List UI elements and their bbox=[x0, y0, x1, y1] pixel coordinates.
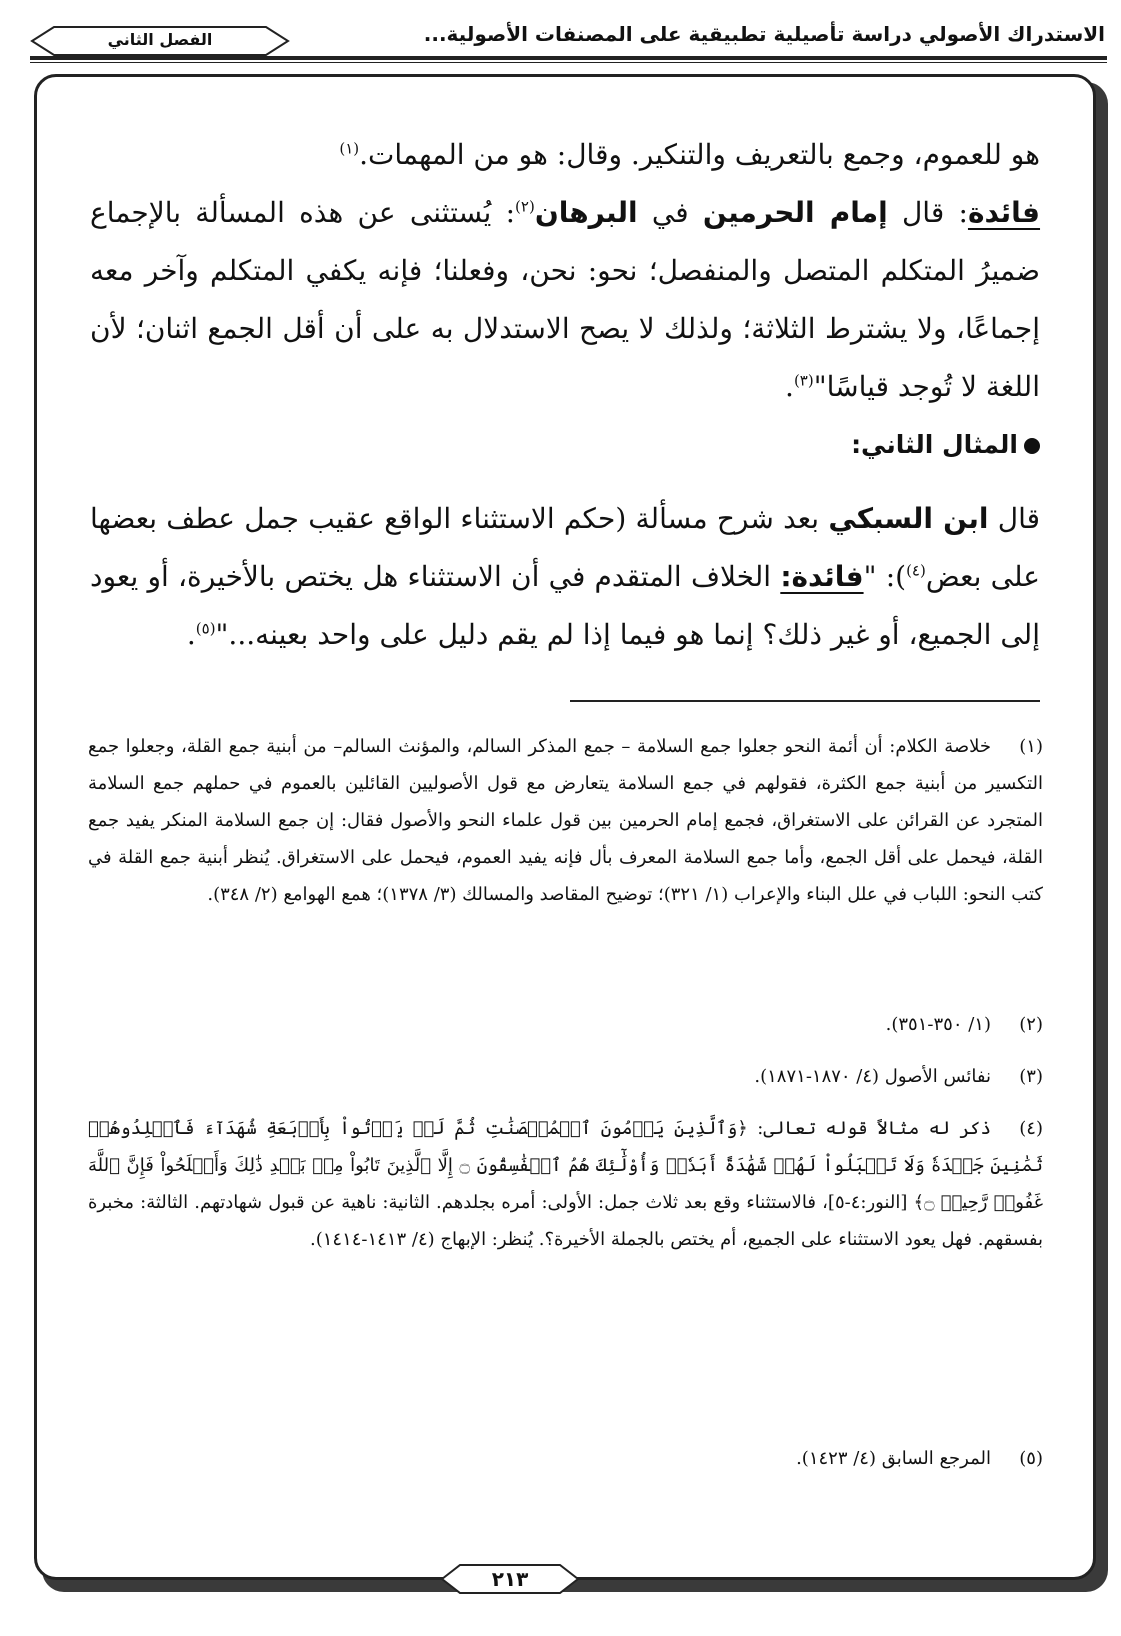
benefit-label: فائدة bbox=[967, 196, 1041, 229]
paragraph-3-part-c: ): " bbox=[863, 560, 907, 593]
footnote-ref-4: (٤) bbox=[906, 561, 926, 580]
footnote-ref-5: (٥) bbox=[195, 619, 216, 638]
paragraph-1 bbox=[90, 126, 1040, 184]
paragraph-3-part-b: بعد شرح مسألة (حكم الاستثناء الواقع عقيب جمل عطف بعضها على بعض bbox=[90, 502, 1041, 593]
footnote-3 bbox=[88, 1058, 1043, 1095]
footnote-3-number: (٣) bbox=[1019, 1066, 1043, 1087]
footnote-ref-2: (٢) bbox=[515, 197, 535, 216]
bullet-icon bbox=[1024, 438, 1040, 454]
paragraph-3 bbox=[90, 490, 1040, 664]
footnote-4-number: (٤) bbox=[1019, 1118, 1043, 1139]
footnote-2-text: (١/ ٣٥٠-٣٥١). bbox=[885, 1014, 991, 1035]
paragraph-3-end: . bbox=[186, 618, 196, 651]
footnote-2-number: (٢) bbox=[1019, 1014, 1043, 1035]
book-title: الاستدراك الأصولي دراسة تأصيلية تطبيقية على المصنفات الأصولية... bbox=[423, 22, 1105, 46]
paragraph-2-end: . bbox=[785, 370, 794, 403]
footnote-1 bbox=[88, 728, 1043, 913]
footnote-1-number: (١) bbox=[1019, 736, 1043, 757]
footnote-5-text: المرجع السابق (٤/ ١٤٢٣). bbox=[796, 1448, 991, 1469]
footnote-3-text: نفائس الأصول (٤/ ١٨٧٠-١٨٧١). bbox=[754, 1066, 991, 1087]
footnote-5-number: (٥) bbox=[1019, 1448, 1043, 1469]
paragraph-2-part-b: في bbox=[637, 196, 703, 229]
example-title-text: المثال الثاني: bbox=[851, 430, 1018, 459]
paragraph-1-text: هو للعموم، وجمع بالتعريف والتنكير. وقال: هو من المهمات. bbox=[359, 138, 1040, 171]
al-burhan: البرهان bbox=[534, 196, 638, 229]
imam-al-haramayn: إمام الحرمين bbox=[702, 196, 888, 229]
page-number-tab bbox=[440, 1562, 580, 1598]
footnote-5 bbox=[88, 1440, 1043, 1477]
header-rule-thin bbox=[30, 62, 1107, 63]
footnote-2 bbox=[88, 1006, 1043, 1043]
footnote-ref-1: (١) bbox=[339, 139, 360, 158]
paragraph-3-part-d: الخلاف المتقدم في أن الاستثناء هل يختص بالأخيرة، أو يعود إلى الجميع، أو غير ذلك؟ إنما هو فيما إذا لم يقم دليل على واحد بعينه..." bbox=[90, 560, 1040, 651]
example-title bbox=[90, 430, 1040, 459]
footnote-4-text: ذكر له مثالاً قوله تعالى: ﴿وَٱلَّذِينَ يَرۡمُونَ ٱلۡمُحۡصَنَٰتِ ثُمَّ لَمۡ يَأۡتُواْ بِأَرۡبَعَةِ شُهَدَآءَ فَٱجۡلِدُوهُمۡ ثَمَٰنِينَ جَلۡدَةٗ وَلَا تَقۡبَلُواْ لَهُمۡ شَهَٰدَةً أَبَدٗاۚ وَأُوْلَٰٓئِكَ هُمُ ٱلۡفَٰسِقُونَ ۝ إِلَّا ٱلَّذِينَ تَابُواْ مِنۢ بَعۡدِ ذَٰلِكَ وَأَصۡلَحُواْ فَإِنَّ ٱللَّهَ غَفُورٞ رَّحِيمٞ ۝﴾ [النور:٤-٥]، فالاستثناء وقع بعد ثلاث جمل: الأولى: أمره بجلدهم. الثانية: ناهية عن قبول شهادتهم. الثالثة: مخبرة بفسقهم. فهل يعود الاستثناء على الجميع، أم يختص بالجملة الأخيرة؟. يُنظر: الإبهاج (٤/ ١٤١٣-١٤١٤). bbox=[88, 1118, 1044, 1250]
paragraph-2 bbox=[90, 184, 1040, 416]
page-number: ٢١٣ bbox=[491, 1567, 529, 1591]
paragraph-2-part-a: : قال bbox=[887, 196, 968, 229]
footnote-1-text: خلاصة الكلام: أن أئمة النحو جعلوا جمع السلامة – جمع المذكر السالم، والمؤنث السالم– من أبنية جمع القلة، وجعلوا جمع التكسير من أبنية جمع الكثرة، فقولهم في جمع السلامة يتعارض مع قول الأصوليين القائلين بالعموم في حملهم جمع السلامة المتجرد عن القرائن على الاستغراق، فجمع إمام الحرمين بين قول علماء النحو والأصول فقال: إن جمع السلامة المنكر يفيد جمع القلة، فيحمل على أقل الجمع، وأما جمع السلامة المعرف بأل فإنه يفيد العموم، فيحمل على الاستغراق. يُنظر أبنية جمع القلة في كتب النحو: اللباب في علل البناء والإعراب (١/ ٣٢١)؛ توضيح المقاصد والمسالك (٣/ ١٣٧٨)؛ همع الهوامع (٢/ ٣٤٨). bbox=[88, 736, 1043, 905]
footnote-separator bbox=[570, 700, 1040, 702]
chapter-tab bbox=[30, 24, 290, 58]
paragraph-3-part-a: قال bbox=[988, 502, 1040, 535]
header-rule bbox=[30, 56, 1107, 60]
footnote-ref-3: (٣) bbox=[793, 371, 814, 390]
paragraph-2-part-c: : يُستثنى عن هذه المسألة بالإجماع ضميرُ المتكلم المتصل والمنفصل؛ نحو: نحن، وفعلنا؛ فإنه يكفي المتكلم وآخر معه إجماعًا، ولا يشترط الثلاثة؛ ولذلك لا يصح الاستدلال به على أن أقل الجمع اثنان؛ لأن اللغة لا تُوجد قياسًا" bbox=[90, 196, 1040, 403]
ibn-al-subki: ابن السبكي bbox=[828, 502, 989, 535]
benefit-label-2: فائدة: bbox=[780, 560, 864, 593]
chapter-label: الفصل الثاني bbox=[107, 30, 213, 49]
footnote-4 bbox=[88, 1110, 1043, 1258]
